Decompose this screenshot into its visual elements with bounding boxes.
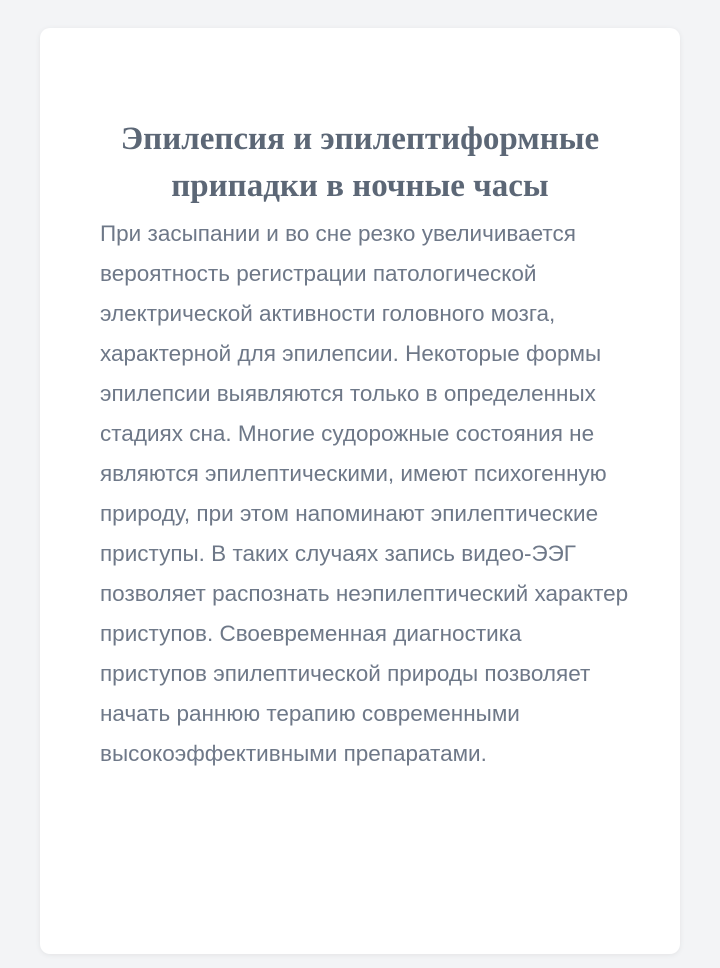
info-card: [40, 28, 680, 954]
card-title-line-2: припадки в ночные часы: [171, 168, 549, 204]
card-title: [80, 116, 640, 210]
card-description: При засыпании и во сне резко увеличивается вероятность регистрации патологической электрической активности головного мозга, характерной для эпилепсии. Некоторые формы эпилепсии выявляются только в определенных стадиях сна. Многие судорожные состояния не являются эпилептическими, имеют психогенную природу, при этом напоминают эпилептические приступы. В таких случаях запись видео-ЭЭГ позволяет распознать неэпилептический характер приступов. Своевременная диагностика приступов эпилептической природы позволяет начать раннюю терапию современными высокоэффективными препаратами.: [100, 221, 629, 766]
card-title-line-1: Эпилепсия и эпилептиформные: [120, 121, 600, 157]
